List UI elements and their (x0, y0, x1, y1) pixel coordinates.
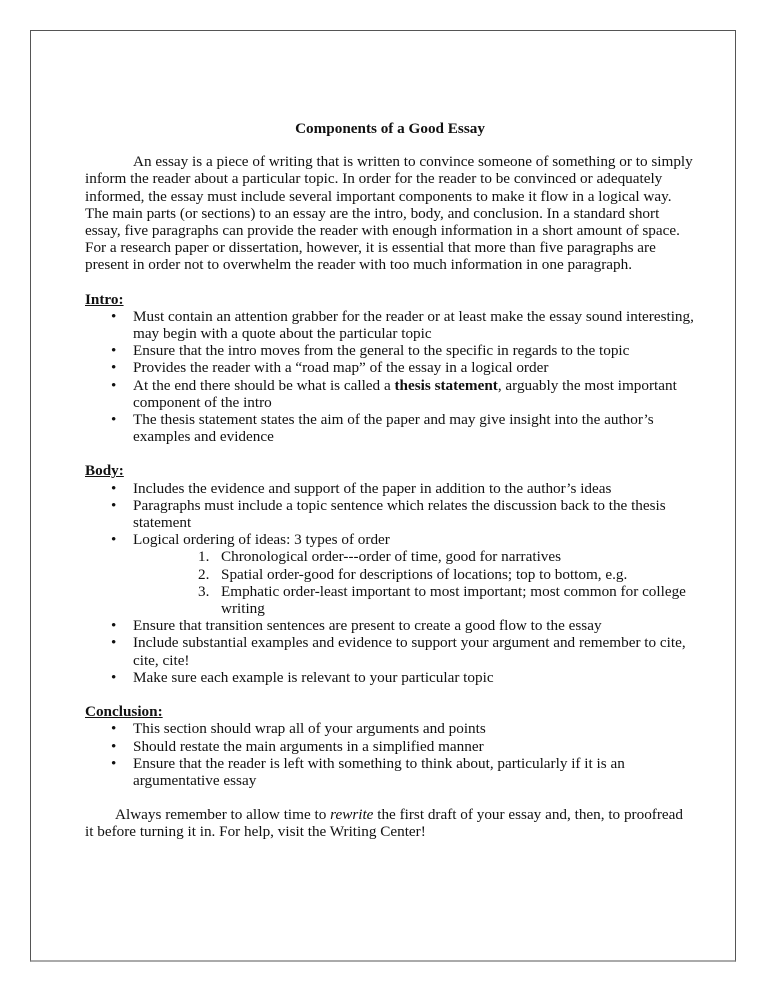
list-item: • This section should wrap all of your arguments and points (111, 720, 486, 738)
document-title: Components of a Good Essay (295, 120, 485, 137)
bullet-icon: • (111, 634, 117, 652)
document-page (30, 30, 736, 962)
list-item: • Paragraphs must include a topic sentence which relates the discussion back to the thesis statement (111, 496, 666, 532)
conclusion-bullet-list (85, 720, 695, 789)
list-item: • Ensure that transition sentences are present to create a good flow to the essay (111, 617, 602, 635)
order-types-list (85, 548, 695, 617)
list-item: • Must contain an attention grabber for the reader or at least make the essay sound interesting, may begin with a quote about the particular topic (111, 307, 694, 343)
bullet-icon: • (111, 411, 117, 429)
intro-paragraph: An essay is a piece of writing that is written to convince someone of something or to simply inform the reader about a particular topic. In order for the reader to be convinced or adequately informed, the essay must include several important components to make it flow in a logical way. The main parts (or sections) to an essay are the intro, body, and conclusion. In a standard short essay, five paragraphs can provide the reader with enough information in a short amount of space. For a research paper or dissertation, however, it is essential that more than five paragraphs are present in order not to overwhelm the reader with too much information in one paragraph. (85, 153, 693, 274)
bullet-icon: • (111, 754, 117, 772)
list-item: • At the end there should be what is called a thesis statement, arguably the most important component of the intro (111, 376, 677, 411)
bullet-icon: • (111, 496, 117, 514)
list-item: • Include substantial examples and evidence to support your argument and remember to cite, cite, cite! (111, 634, 686, 669)
document-content (85, 120, 695, 841)
list-item: • Includes the evidence and support of the paper in addition to the author’s ideas (111, 479, 612, 497)
bullet-icon: • (111, 737, 117, 755)
list-item: • Logical ordering of ideas: 3 types of order 1. Chronological order---order of time, good for narratives 2. Spatial order-good for descriptions of locations; top to bottom, e.g. 3. Emphatic order-least important to most important; most common for college writing (85, 531, 695, 617)
bullet-icon: • (111, 531, 117, 549)
list-item: • Ensure that the reader is left with something to think about, particularly if it is an argumentative essay (111, 754, 625, 789)
bullet-icon: • (111, 359, 117, 377)
bullet-icon: • (111, 617, 117, 635)
bullet-icon: • (111, 307, 117, 325)
bullet-icon: • (111, 342, 117, 360)
section-heading-intro: Intro: (85, 290, 124, 308)
list-item: • Should restate the main arguments in a simplified manner (111, 737, 484, 755)
bullet-icon: • (111, 479, 117, 497)
closing-paragraph: Always remember to allow time to rewrite the first draft of your essay and, then, to proofread it before turning it in. For help, visit the Writing Center! (85, 806, 683, 841)
thesis-statement-term: thesis statement (394, 376, 498, 394)
bullet-icon: • (111, 720, 117, 738)
section-heading-conclusion: Conclusion: (85, 703, 163, 721)
list-item: • Ensure that the intro moves from the general to the specific in regards to the topic (111, 342, 630, 360)
intro-bullet-list (85, 308, 695, 446)
bullet-icon: • (111, 668, 117, 686)
list-item: • Make sure each example is relevant to your particular topic (111, 668, 494, 686)
section-heading-body: Body: (85, 462, 124, 480)
rewrite-emphasis: rewrite (330, 806, 374, 824)
list-item: • Provides the reader with a “road map” of the essay in a logical order (111, 359, 549, 377)
list-item: • The thesis statement states the aim of the paper and may give insight into the author’s examples and evidence (111, 411, 654, 446)
numbered-item: 3. Emphatic order-least important to most important; most common for college writing (198, 582, 686, 618)
bullet-icon: • (111, 376, 117, 394)
numbered-item: 2. Spatial order-good for descriptions of locations; top to bottom, e.g. (198, 565, 628, 583)
body-bullet-list (85, 480, 695, 686)
numbered-item: 1. Chronological order---order of time, good for narratives (198, 548, 562, 566)
